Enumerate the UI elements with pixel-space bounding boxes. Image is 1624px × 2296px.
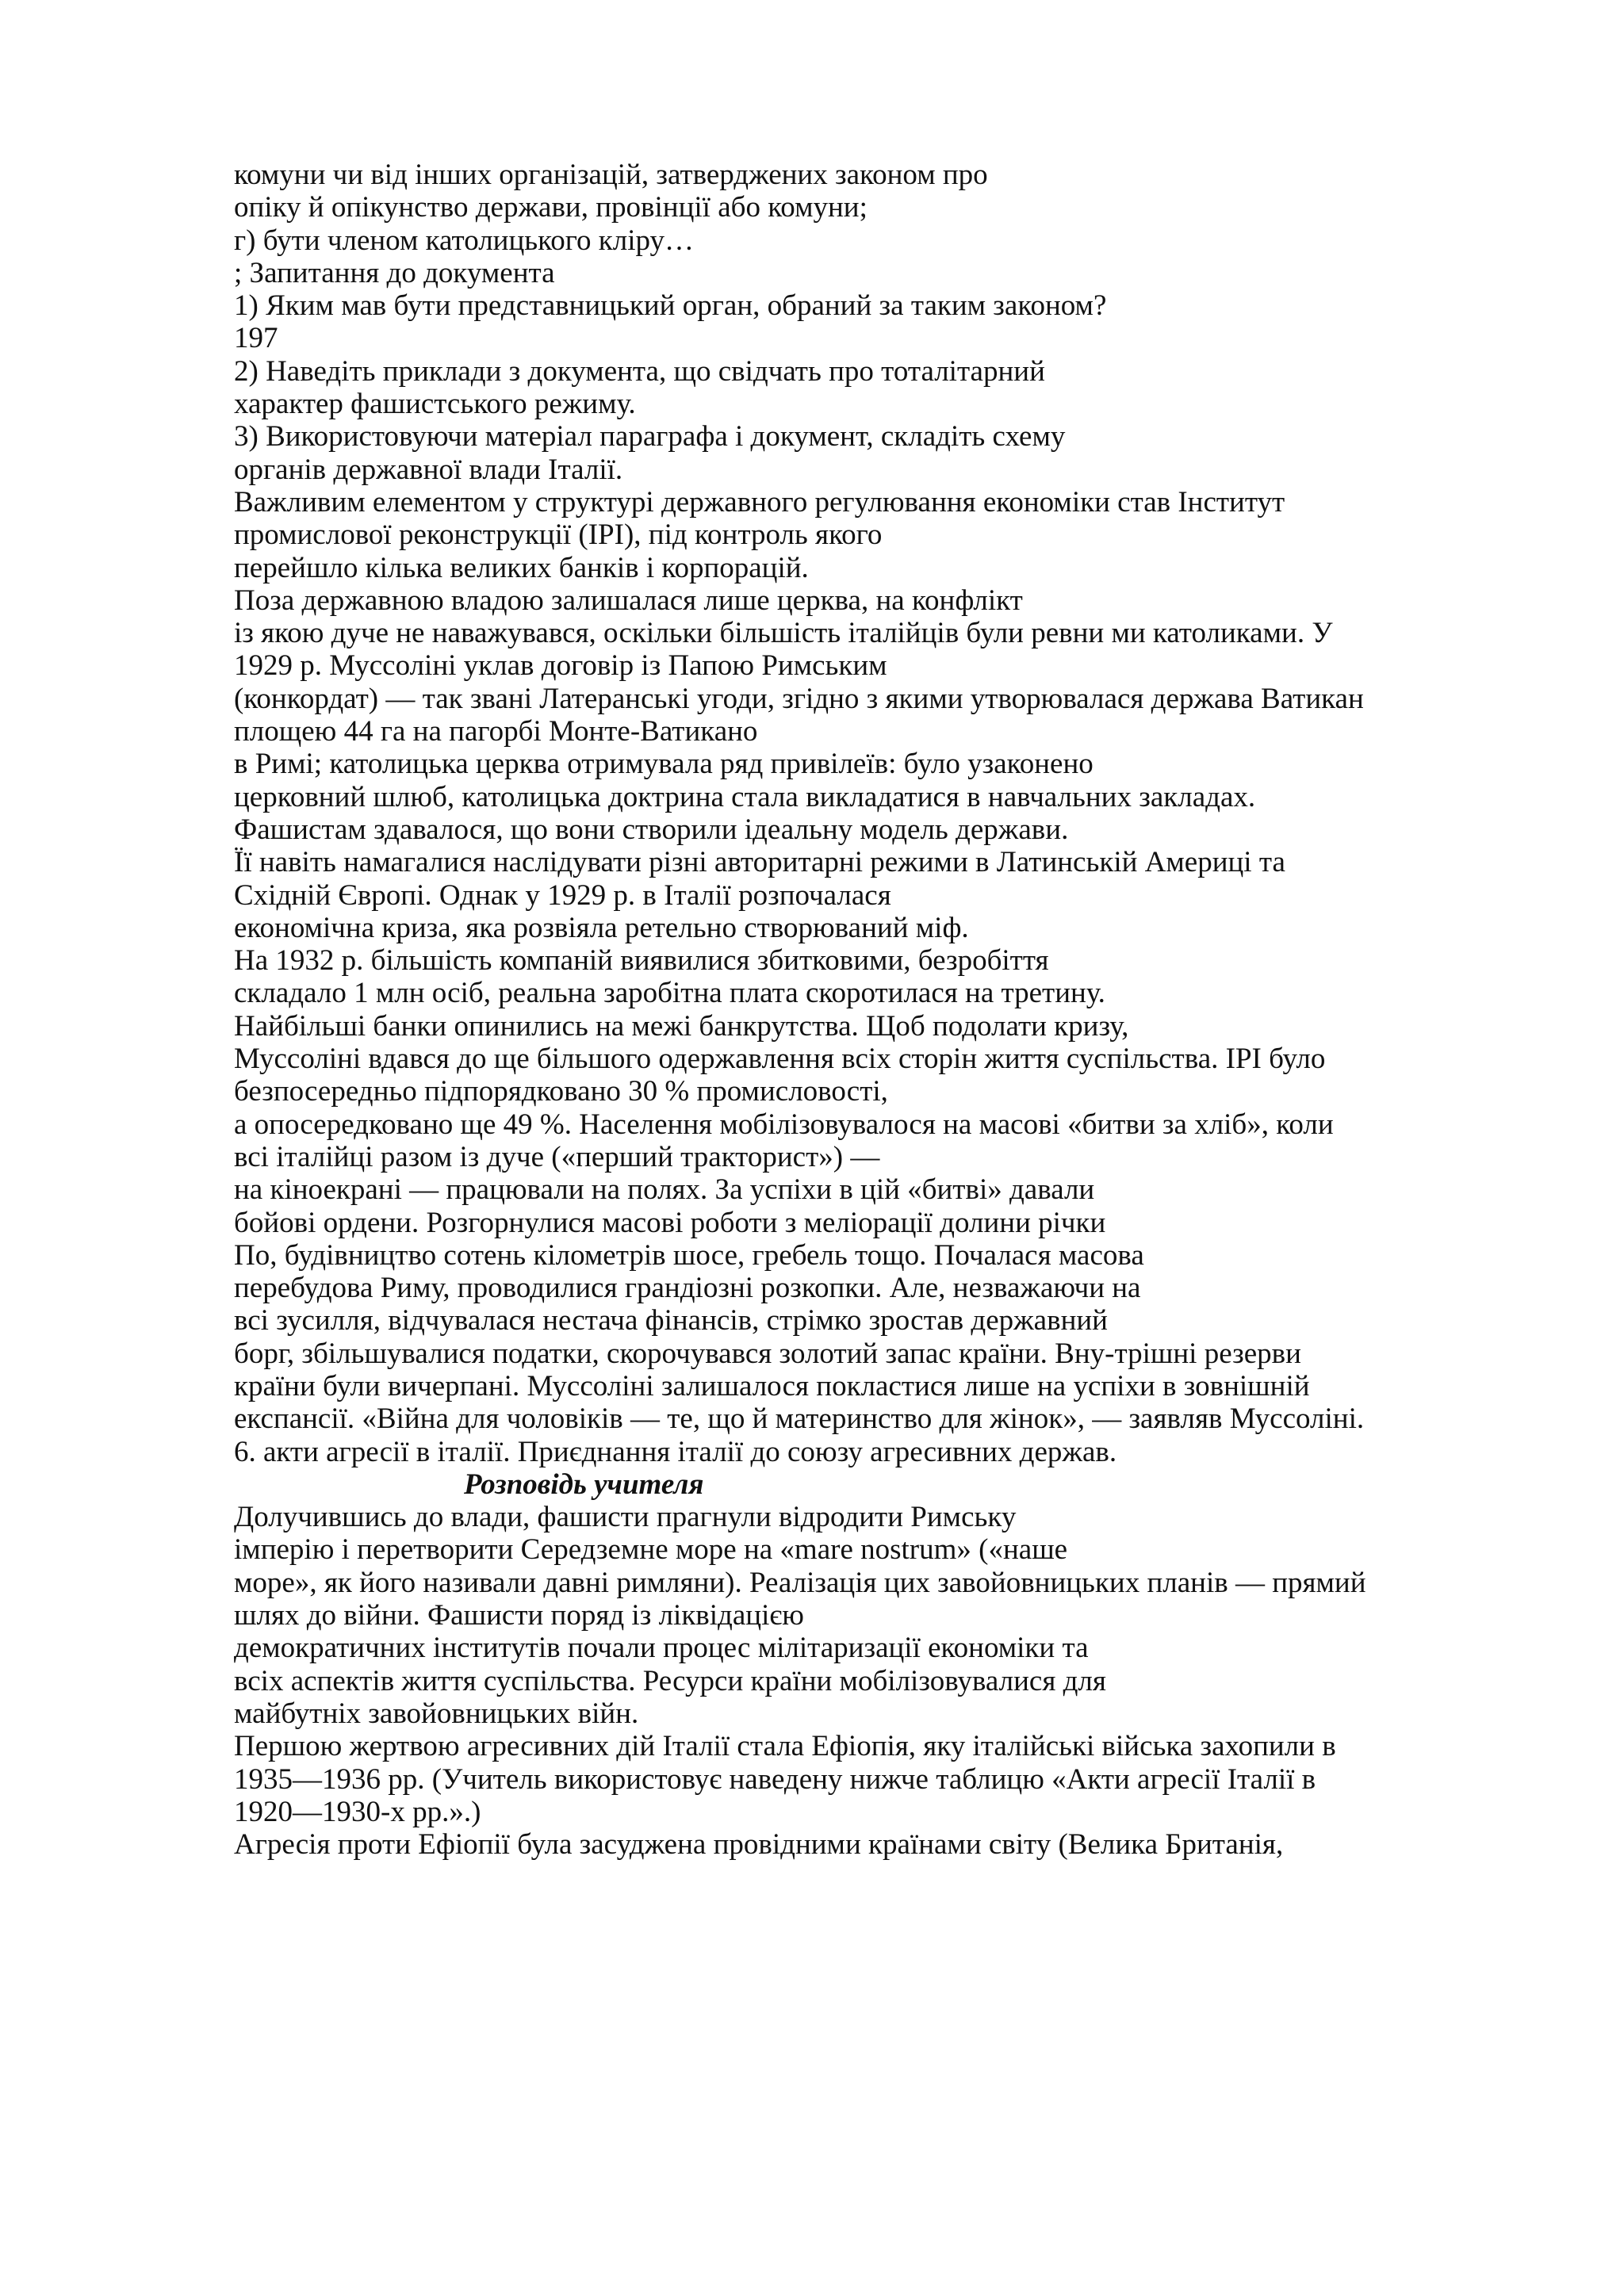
text-line: 1) Яким мав бути представницький орган, обраний за таким законом? (234, 289, 1107, 323)
text-line: характер фашистського режиму. (234, 388, 636, 421)
text-line: 2) Наведіть приклади з документа, що свідчать про тоталітарний (234, 354, 1045, 388)
text-line: в Римі; католицька церква отримувала ряд привілеїв: було узаконено (234, 748, 1094, 781)
text-line: всі італійці разом із дуче («перший тракторист») — (234, 1140, 880, 1173)
text-line: всі зусилля, відчувалася нестача фінансів, стрімко зростав державний (234, 1304, 1108, 1337)
text-line: Першою жертвою агресивних дій Італії стала Ефіопія, яку італійські війська захопили в (234, 1730, 1336, 1763)
text-line: 3) Використовуючи матеріал параграфа і документ, складіть схему (234, 420, 1066, 453)
text-line: комуни чи від інших організацій, затверджених законом про (234, 159, 988, 191)
text-line: площею 44 га на пагорбі Монте-Ватикано (234, 715, 758, 748)
text-line: г) бути членом католицького кліру… (234, 224, 694, 257)
text-line: демократичних інститутів почали процес мілітаризації економіки та (234, 1632, 1089, 1665)
section-heading: 6. акти агресії в італії. Приєднання італії до союзу агресивних держав. (234, 1435, 1117, 1468)
page-number: 197 (234, 322, 278, 355)
text-line: море», як його називали давні римляни). Реалізація цих завойовницьких планів — прямий (234, 1566, 1366, 1599)
text-line: Найбільші банки опинились на межі банкрутства. Щоб подолати кризу, (234, 1009, 1129, 1043)
subheading-teacher-story: Розповідь учителя (464, 1468, 704, 1501)
text-line: шлях до війни. Фашисти поряд із ліквідацією (234, 1599, 804, 1632)
text-line: перейшло кілька великих банків і корпорацій. (234, 551, 809, 584)
text-line: бойові ордени. Розгорнулися масові роботи з меліорації долини річки (234, 1206, 1106, 1239)
text-line: імперію і перетворити Середземне море на «mare nostrum» («наше (234, 1533, 1068, 1567)
text-line: Долучившись до влади, фашисти прагнули відродити Римську (234, 1501, 1017, 1534)
document-text (234, 159, 1534, 1861)
text-line: а опосередковано ще 49 %. Населення мобілізовувалося на масові «битви за хліб», коли (234, 1108, 1334, 1141)
text-line: опіку й опікунство держави, провінції або комуни; (234, 191, 868, 224)
text-line: Важливим елементом у структурі державного регулювання економіки став Інститут (234, 485, 1285, 519)
text-line: промислової реконструкції (ІРІ), під контроль якого (234, 519, 883, 552)
text-line: 1929 р. Муссоліні уклав договір із Папою Римським (234, 649, 887, 683)
text-line: на кіноекрані — працювали на полях. За успіхи в цій «битві» давали (234, 1173, 1095, 1207)
text-line: всіх аспектів життя суспільства. Ресурси країни мобілізовувалися для (234, 1664, 1106, 1697)
text-line: економічна криза, яка розвіяла ретельно створюваний міф. (234, 911, 969, 944)
text-line: складало 1 млн осіб, реальна заробітна плата скоротилася на третину. (234, 977, 1105, 1010)
text-line: Муссоліні вдався до ще більшого одержавлення всіх сторін життя суспільства. ІРІ було (234, 1043, 1326, 1076)
text-line: (конкордат) — так звані Латеранські угоди, згідно з якими утворювалася держава Ватикан (234, 682, 1364, 715)
text-line: борг, збільшувалися податки, скорочувався золотий запас країни. Вну-трішні резерви (234, 1337, 1301, 1370)
text-line: Агресія проти Ефіопії була засуджена провідними країнами світу (Велика Британія, (234, 1828, 1284, 1862)
text-line: Її навіть намагалися наслідувати різні авторитарні режими в Латинській Америці та (234, 846, 1285, 879)
text-line: На 1932 р. більшість компаній виявилися збитковими, безробіття (234, 944, 1049, 978)
text-line: 1920—1930-х рр.».) (234, 1795, 481, 1828)
text-line: церковний шлюб, католицька доктрина стала викладатися в навчальних закладах. (234, 780, 1256, 813)
text-line: Фашистам здавалося, що вони створили ідеальну модель держави. (234, 813, 1069, 846)
text-line: перебудова Риму, проводилися грандіозні розкопки. Але, незважаючи на (234, 1272, 1141, 1305)
text-line: із якою дуче не наважувався, оскільки більшість італійців були ревни ми католиками. У (234, 617, 1333, 650)
text-line: По, будівництво сотень кілометрів шосе, гребель тощо. Почалася масова (234, 1238, 1144, 1272)
text-line: Східній Європі. Однак у 1929 р. в Італії розпочалася (234, 878, 891, 912)
text-line: органів державної влади Італії. (234, 453, 623, 486)
text-line: ; Запитання до документа (234, 256, 555, 289)
text-line: майбутніх завойовницьких війн. (234, 1697, 639, 1730)
text-line: 1935—1936 рр. (Учитель використовує наведену нижче таблицю «Акти агресії Італії в (234, 1762, 1316, 1796)
text-line: безпосередньо підпорядковано 30 % промисловості, (234, 1075, 888, 1108)
text-line: країни були вичерпані. Муссоліні залишалося покластися лише на успіхи в зовнішній (234, 1369, 1310, 1402)
text-line: експансії. «Війна для чоловіків — те, що й материнство для жінок», — заявляв Муссоліні. (234, 1402, 1365, 1436)
text-line: Поза державною владою залишалася лише церква, на конфлікт (234, 584, 1023, 617)
